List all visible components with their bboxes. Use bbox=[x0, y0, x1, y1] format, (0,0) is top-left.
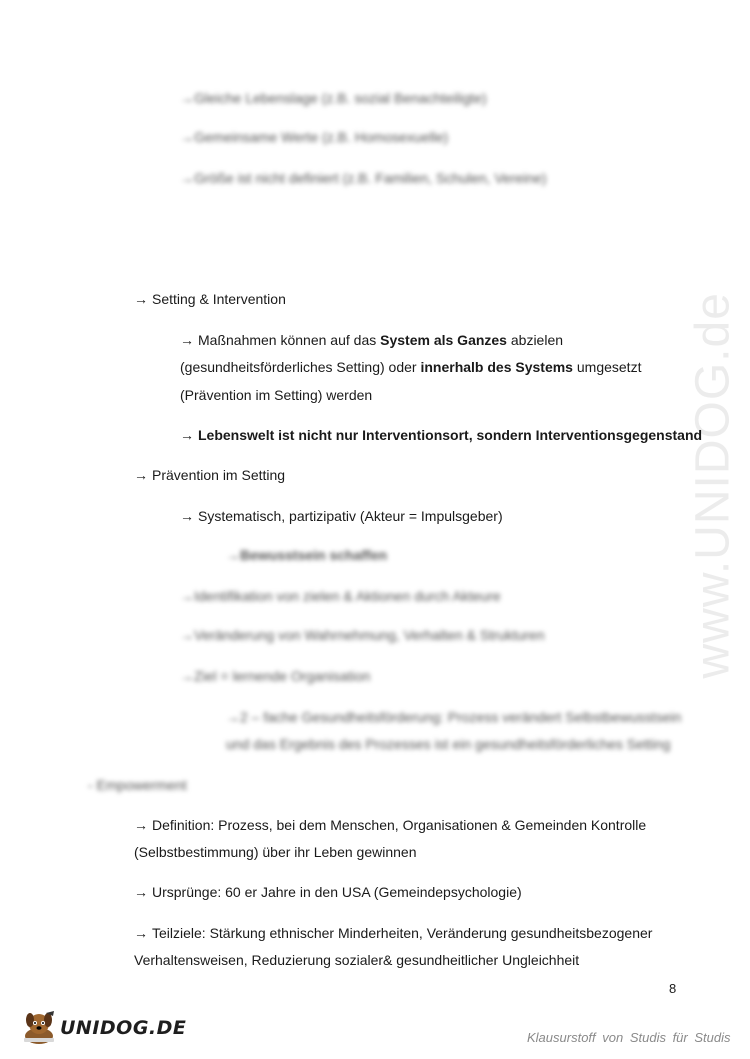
arrow-icon: → bbox=[134, 925, 148, 941]
arrow-icon: → bbox=[134, 291, 148, 307]
arrow-icon: → bbox=[180, 332, 194, 348]
watermark: www.UNIDOG.de bbox=[686, 292, 740, 679]
arrow-icon: → bbox=[180, 129, 194, 145]
blurred-line-4: →Bewusstsein schaffen bbox=[226, 547, 388, 563]
setting-paragraph-2: → Lebenswelt ist nicht nur Interventionsort, sondern Interventionsgegenstand bbox=[180, 427, 703, 443]
blurred-line-9: und das Ergebnis des Prozesses ist ein gesundheitsförderliches Setting bbox=[226, 736, 671, 752]
dog-mascot-icon bbox=[20, 1010, 58, 1046]
goals-paragraph-line-2: Verhaltensweisen, Reduzierung sozialer& gesundheitlicher Ungleichheit bbox=[134, 952, 580, 968]
arrow-icon: → bbox=[180, 508, 194, 524]
blurred-line-6: →Veränderung von Wahrnehmung, Verhalten & Strukturen bbox=[180, 627, 545, 643]
blurred-line-2: →Gemeinsame Werte (z.B. Homosexuelle) bbox=[180, 129, 449, 145]
definition-paragraph: → Definition: Prozess, bei dem Menschen, Organisationen & Gemeinden Kontrolle bbox=[134, 817, 647, 833]
unidog-logo bbox=[20, 1010, 186, 1046]
footer-tagline: Klausurstoff von Studis für Studis bbox=[527, 1030, 731, 1045]
arrow-icon: → bbox=[180, 627, 194, 643]
blurred-line-5: →Identifikation von zielen & Aktionen durch Akteure bbox=[180, 588, 501, 604]
setting-paragraph-1-line-3: (Prävention im Setting) werden bbox=[180, 387, 373, 403]
definition-paragraph-line-2: (Selbstbestimmung) über ihr Leben gewinnen bbox=[134, 844, 417, 860]
setting-heading: → Setting & Intervention bbox=[134, 291, 286, 307]
blurred-section-heading: - Empowerment bbox=[88, 777, 187, 793]
blurred-line-8: →2 – fache Gesundheitsförderung: Prozess verändert Selbstbewusstsein bbox=[226, 709, 682, 725]
praevention-paragraph-1: → Systematisch, partizipativ (Akteur = Impulsgeber) bbox=[180, 508, 503, 524]
arrow-icon: → bbox=[180, 90, 194, 106]
praevention-heading: → Prävention im Setting bbox=[134, 467, 286, 483]
setting-paragraph-1: → Maßnahmen können auf das System als Ganzes abzielen bbox=[180, 332, 564, 348]
logo-text: UNIDOG.DE bbox=[60, 1017, 187, 1039]
arrow-icon: → bbox=[226, 709, 240, 725]
arrow-icon: → bbox=[134, 817, 148, 833]
blurred-line-3: →Größe ist nicht definiert (z.B. Familien, Schulen, Vereine) bbox=[180, 170, 547, 186]
arrow-icon: → bbox=[180, 588, 194, 604]
arrow-icon: → bbox=[226, 547, 240, 563]
arrow-icon: → bbox=[180, 170, 194, 186]
arrow-icon: → bbox=[134, 467, 148, 483]
setting-paragraph-1-line-2: (gesundheitsförderliches Setting) oder innerhalb des Systems umgesetzt bbox=[180, 359, 642, 375]
goals-paragraph: → Teilziele: Stärkung ethnischer Minderheiten, Veränderung gesundheitsbezogener bbox=[134, 925, 653, 941]
blurred-line-7: →Ziel = lernende Organisation bbox=[180, 668, 371, 684]
origins-paragraph: → Ursprünge: 60 er Jahre in den USA (Gemeindepsychologie) bbox=[134, 884, 522, 900]
arrow-icon: → bbox=[180, 427, 194, 443]
page-number: 8 bbox=[669, 981, 677, 996]
blurred-line-1: →Gleiche Lebenslage (z.B. sozial Benachteiligte) bbox=[180, 90, 487, 106]
arrow-icon: → bbox=[134, 884, 148, 900]
arrow-icon: → bbox=[180, 668, 194, 684]
